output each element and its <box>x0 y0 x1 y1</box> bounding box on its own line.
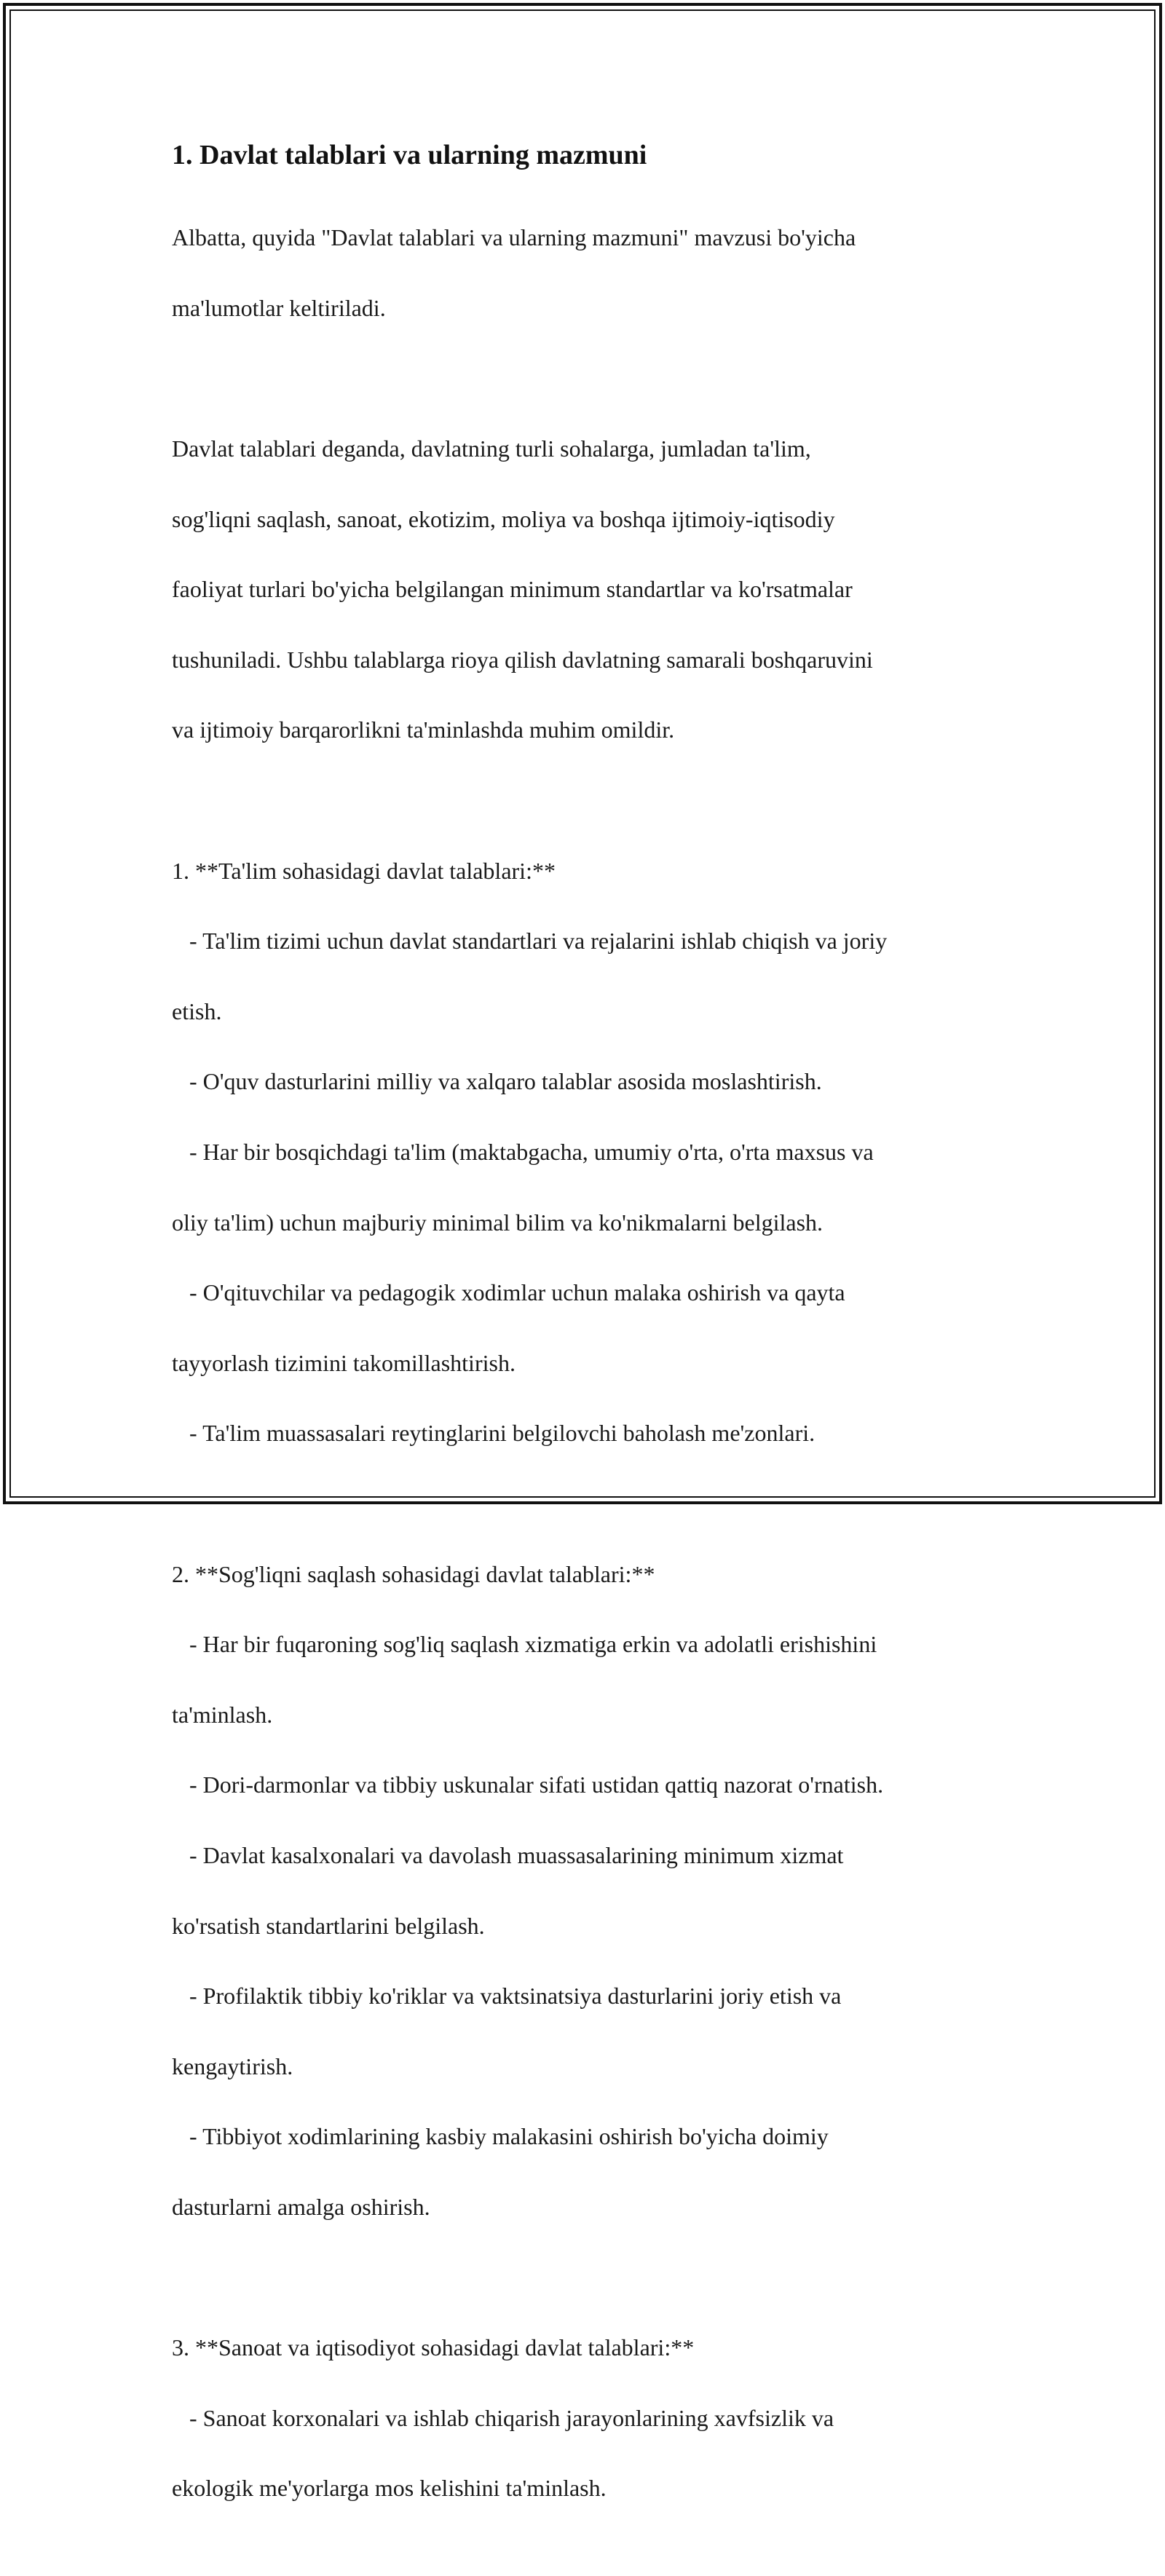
text-line: - Sanoat korxonalari va ishlab chiqarish jarayonlarining xavfsizlik va <box>172 2404 834 2431</box>
text-line: sog'liqni saqlash, sanoat, ekotizim, moliya va boshqa ijtimoiy-iqtisodiy <box>172 505 835 532</box>
text-line: 1. **Ta'lim sohasidagi davlat talablari:** <box>172 857 556 884</box>
text-line: - Har bir fuqaroning sog'liq saqlash xizmatiga erkin va adolatli erishishini <box>172 1631 877 1658</box>
text-line <box>172 360 1016 395</box>
text-line: tushuniladi. Ushbu talablarga rioya qilish davlatning samarali boshqaruvini <box>172 646 873 673</box>
document-text <box>172 185 1016 2576</box>
text-line: etish. <box>172 997 222 1024</box>
text-line: Albatta, quyida "Davlat talablari va ularning mazmuni" mavzusi bo'yicha <box>172 224 856 251</box>
text-line: ko'rsatish standartlarini belgilash. <box>172 1912 485 1939</box>
text-line: tayyorlash tizimini takomillashtirish. <box>172 1349 516 1376</box>
text-line: oliy ta'lim) uchun majburiy minimal bilim va ko'nikmalarni belgilash. <box>172 1209 824 1236</box>
text-line <box>172 2260 1016 2295</box>
text-line: - Davlat kasalxonalari va davolash muassasalarining minimum xizmat <box>172 1841 844 1868</box>
text-line: - O'quv dasturlarini milliy va xalqaro talablar asosida moslashtirish. <box>172 1068 822 1095</box>
text-line: - Tibbiyot xodimlarining kasbiy malakasini oshirish bo'yicha doimiy <box>172 2123 829 2150</box>
document-body <box>172 137 1016 2576</box>
text-line: ta'minlash. <box>172 1701 273 1728</box>
text-line: va ijtimoiy barqarorlikni ta'minlashda muhim omildir. <box>172 716 675 743</box>
text-line: - Profilaktik tibbiy ko'riklar va vaktsinatsiya dasturlarini joriy etish va <box>172 1983 842 2010</box>
text-line <box>172 783 1016 818</box>
text-line: kengaytirish. <box>172 2052 293 2079</box>
document-heading: 1. Davlat talablari va ularning mazmuni <box>172 140 647 170</box>
text-line: dasturlarni amalga oshirish. <box>172 2193 430 2220</box>
text-line: - O'qituvchilar va pedagogik xodimlar uchun malaka oshirish va qayta <box>172 1279 845 1306</box>
text-line: faoliyat turlari bo'yicha belgilangan minimum standartlar va ko'rsatmalar <box>172 576 853 603</box>
text-line: ma'lumotlar keltiriladi. <box>172 294 386 321</box>
text-line <box>172 1486 1016 1521</box>
text-line: 2. **Sog'liqni saqlash sohasidagi davlat talablari:** <box>172 1560 655 1587</box>
text-line: - Har bir bosqichdagi ta'lim (maktabgacha, umumiy o'rta, o'rta maxsus va <box>172 1139 874 1166</box>
text-line: Davlat talablari deganda, davlatning turli sohalarga, jumladan ta'lim, <box>172 435 811 462</box>
text-line: - Dori-darmonlar va tibbiy uskunalar sifati ustidan qattiq nazorat o'rnatish. <box>172 1771 884 1798</box>
text-line: 3. **Sanoat va iqtisodiyot sohasidagi davlat talablari:** <box>172 2334 695 2361</box>
text-line: - Ta'lim tizimi uchun davlat standartlari va rejalarini ishlab chiqish va joriy <box>172 928 888 955</box>
text-line: - Ta'lim muassasalari reytinglarini belgilovchi baholash me'zonlari. <box>172 1420 816 1447</box>
text-line: ekologik me'yorlarga mos kelishini ta'minlash. <box>172 2475 607 2502</box>
